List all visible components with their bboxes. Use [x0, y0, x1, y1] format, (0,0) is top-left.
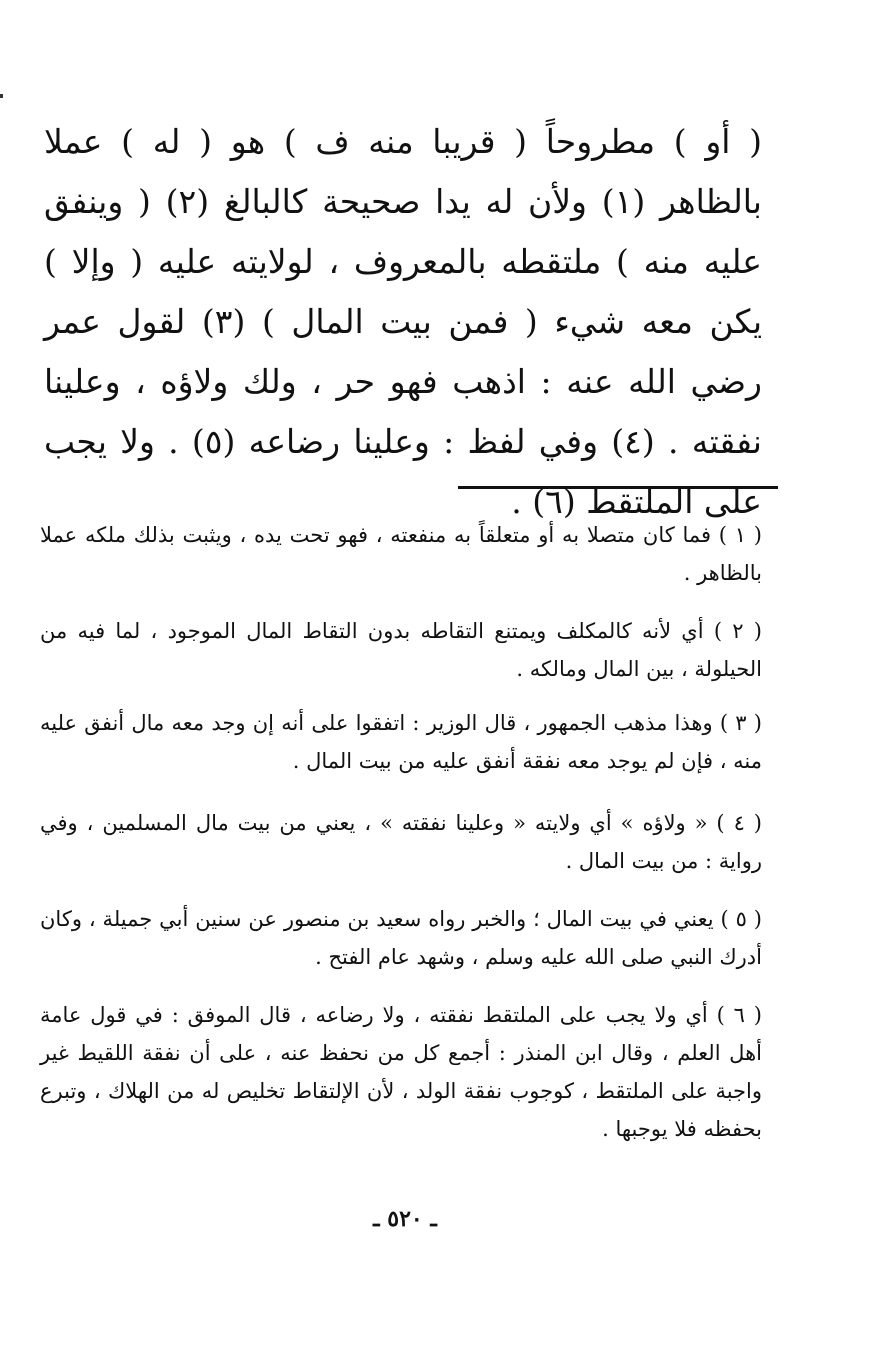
page-number: ـ ٥٢٠ ـ — [373, 1206, 437, 1232]
footnote-4: ( ٤ ) « ولاؤه » أي ولايته « وعلينا نفقته » ، يعني من بيت مال المسلمين ، وفي رواية : من بيت المال . — [40, 811, 762, 873]
footnote-6: ( ٦ ) أي ولا يجب على الملتقط نفقته ، ولا رضاعه ، قال الموفق : في قول عامة أهل العلم ، وقال ابن المنذر : أجمع كل من نحفظ عنه ، على أن نفقة اللقيط غير واجبة على الملتقط ، كوجوب نفقة الولد ، لأن الإلتقاط تخليص له من الهلاك ، وتبرع بحفظه فلا يوجبها . — [40, 1003, 762, 1141]
footnotes-section — [40, 516, 762, 1168]
main-text-block — [44, 112, 762, 532]
footnote-5: ( ٥ ) يعني في بيت المال ؛ والخبر رواه سعيد بن منصور عن سنين أبي جميلة ، وكان أدرك النبي صلى الله عليه وسلم ، وشهد عام الفتح . — [40, 907, 762, 969]
footnote-2: ( ٢ ) أي لأنه كالمكلف ويمتنع التقاطه بدون التقاط المال الموجود ، لما فيه من الحيلولة ، بين المال ومالكه . — [40, 619, 762, 681]
scan-edge-mark — [0, 94, 3, 98]
main-paragraph: ( أو ) مطروحاً ( قريبا منه ف ) هو ( له ) عملا بالظاهر (١) ولأن له يدا صحيحة كالبالغ (٢) ( وينفق عليه منه ) ملتقطه بالمعروف ، لولايته عليه ( وإلا ) يكن معه شيء ( فمن بيت المال ) (٣) لقول عمر رضي الله عنه : اذهب فهو حر ، ولك ولاؤه ، وعلينا نفقته . (٤) وفي لفظ : وعلينا رضاعه (٥) . ولا يجب على الملتقط (٦) . — [44, 122, 762, 521]
footnote-3: ( ٣ ) وهذا مذهب الجمهور ، قال الوزير : اتفقوا على أنه إن وجد معه مال أنفق عليه منه ، فإن لم يوجد معه نفقة أنفق عليه من بيت المال . — [40, 711, 762, 773]
footnote-1: ( ١ ) فما كان متصلا به أو متعلقاً به منفعته ، فهو تحت يده ، ويثبت بذلك ملكه عملا بالظاهر . — [40, 523, 762, 585]
footnote-divider — [458, 486, 778, 489]
